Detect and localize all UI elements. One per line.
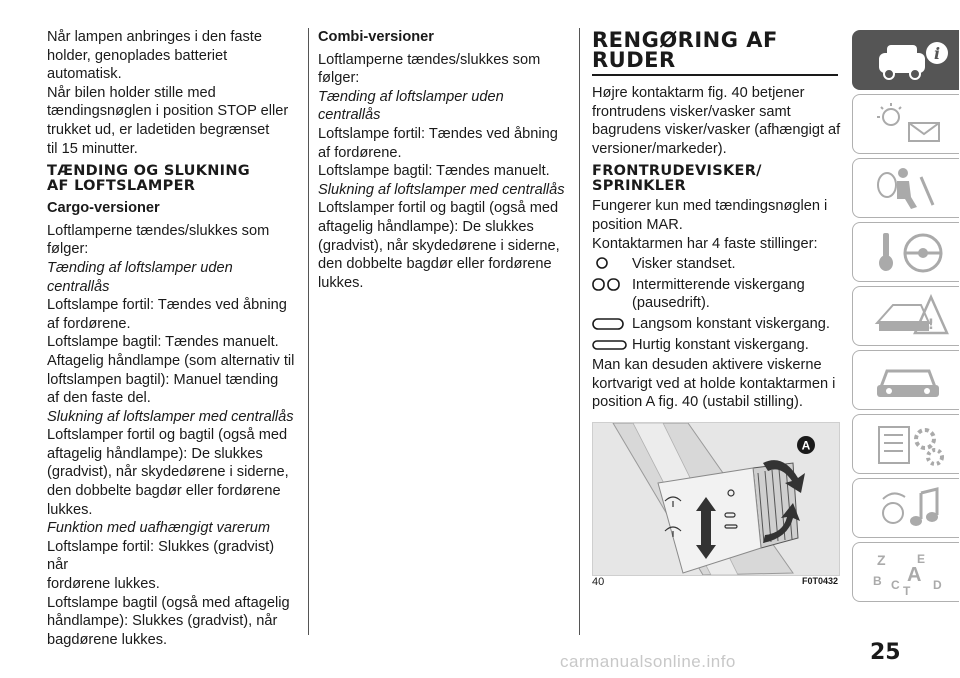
body-text (318, 51, 568, 293)
body-line: lukkes. (318, 274, 364, 291)
column-1 (47, 28, 297, 649)
body-line: Slukning af loftslamper med centrallås (318, 181, 565, 198)
body-line: Tænding af loftslamper uden centrallås (47, 259, 233, 295)
body-line: Loftlamperne tændes/slukkes som (318, 51, 541, 68)
tab-starting-driving[interactable] (852, 222, 959, 282)
body-line: Funktion med uafhængigt varerum (47, 520, 271, 537)
body-line: Loftslampe bagtil: Tændes manuelt. (318, 163, 550, 180)
body-line: den dobbelte bagdør eller fordørene (318, 256, 552, 273)
wiper-setting-text-line: (pausedrift). (632, 295, 710, 312)
warning-triangle-icon (873, 293, 953, 339)
section-heading-line: TÆNDING OG SLUKNING (47, 163, 250, 180)
body-line: (gradvist), når skydedørene i siderne, (318, 237, 560, 254)
key-steering-icon (873, 229, 953, 275)
body-line: position A fig. 40 (ustabil stilling). (592, 394, 803, 411)
body-line: følger: (318, 70, 360, 87)
media-music-icon (873, 485, 953, 531)
intro-line: frontrudens visker/vasker samt (592, 103, 791, 120)
wiper-setting-slow (592, 315, 842, 334)
alphabet-index-icon (873, 549, 953, 595)
section-heading (592, 164, 842, 193)
intro-line: holder, genoplades batteriet (47, 47, 228, 64)
body-line: Aftagelig håndlampe (som alternativ til (47, 352, 295, 369)
off-circle-icon (592, 255, 632, 273)
intro-line: Når lampen anbringes i den faste (47, 29, 262, 45)
body-line: Slukning af loftslamper med centrallås (47, 408, 294, 425)
body-line: Loftlamperne tændes/slukkes som (47, 222, 270, 239)
body-line: Loftslampe fortil: Tændes ved åbning (318, 125, 558, 142)
body-line: lukkes. (47, 501, 93, 518)
tab-technical-data[interactable] (852, 414, 959, 474)
intro-line: til 15 minutter. (47, 140, 138, 157)
column-divider (308, 28, 309, 635)
body-line: Loftslampe fortil: Slukkes (gradvist) når (47, 538, 275, 574)
svg-text:!: ! (927, 317, 935, 333)
tab-emergency[interactable] (852, 286, 959, 346)
tab-lights-messages[interactable] (852, 94, 959, 154)
subheading: Cargo-versioner (47, 200, 160, 217)
wiper-setting-text (632, 276, 805, 313)
body-line: Loftslampe bagtil (også med aftagelig (47, 594, 290, 611)
tab-safety[interactable] (852, 158, 959, 218)
settings-gears-icon (873, 421, 953, 467)
tab-index[interactable] (852, 542, 959, 602)
page-title (592, 30, 842, 70)
subheading: Combi-versioner (318, 29, 434, 45)
wiper-setting-off (592, 255, 842, 274)
intro-line: tændingsnøglen i position STOP eller (47, 103, 289, 120)
body-line: følger: (47, 241, 89, 258)
light-mail-icon (873, 101, 953, 147)
body-line: Man kan desuden aktivere viskerne (592, 357, 822, 374)
svg-text:T: T (903, 584, 911, 595)
intro-line: versioner/markeder). (592, 140, 727, 157)
wiper-setting-intermittent (592, 276, 842, 313)
body-line: (gradvist), når skydedørene i siderne, (47, 464, 289, 481)
body-line: håndlampe): Slukkes (gradvist), når (47, 613, 278, 630)
intro-line: automatisk. (47, 66, 122, 83)
body-text (47, 222, 297, 650)
figure-number: 40 (592, 576, 605, 588)
body-line: loftslampen bagtil): Manuel tænding (47, 371, 279, 388)
section-heading-line: SPRINKLER (592, 177, 687, 194)
svg-text:i: i (933, 44, 941, 63)
wiper-setting-text: Hurtig konstant viskergang. (632, 336, 809, 353)
page-number: 25 (870, 640, 901, 665)
svg-text:B: B (873, 574, 882, 588)
svg-text:C: C (891, 578, 900, 592)
svg-text:D: D (933, 578, 942, 592)
intermittent-wiper-icon (592, 276, 632, 294)
body-line: Kontaktarmen har 4 faste stillinger: (592, 235, 818, 252)
position-marker-label: A (801, 438, 811, 453)
body-line: aftagelig håndlampe): De slukkes (318, 218, 534, 235)
wiper-setting-text: Visker standset. (632, 256, 736, 273)
section-heading-line: FRONTRUDEVISKER/ (592, 163, 762, 180)
body-line: af fordørene. (47, 315, 131, 332)
body-line: Loftslampe bagtil: Tændes manuelt. (47, 334, 279, 351)
car-info-icon (873, 37, 953, 83)
svg-text:E: E (917, 552, 926, 566)
wiper-setting-text: Langsom konstant viskergang. (632, 315, 830, 332)
wiper-setting-text-line: Intermitterende viskergang (632, 276, 805, 293)
slow-wiper-icon (592, 315, 632, 333)
wiper-stalk-figure (592, 422, 840, 576)
figure-code: F0T0432 (801, 576, 838, 586)
tab-maintenance[interactable] (852, 350, 959, 410)
tab-car-info[interactable] (852, 30, 959, 90)
fast-wiper-icon (592, 336, 632, 354)
airbag-person-icon (873, 165, 953, 211)
body-line: af fordørene. (318, 144, 402, 161)
intro-line: bagrudens visker/vasker (afhængigt af (592, 122, 841, 139)
body-line: aftagelig håndlampe): De slukkes (47, 445, 263, 462)
page-title-line: RENGØRING AF (592, 28, 778, 52)
body-line: Loftslamper fortil og bagtil (også med (318, 200, 559, 217)
body-line: Fungerer kun med tændingsnøglen i (592, 198, 828, 215)
column-3 (592, 28, 842, 412)
intro-line: Højre kontaktarm fig. 40 betjener (592, 85, 805, 101)
watermark: carmanualsonline.info (560, 652, 736, 671)
car-service-icon (873, 357, 953, 403)
column-2 (318, 28, 568, 292)
svg-text:Z: Z (877, 552, 886, 568)
body-line: Loftslamper fortil og bagtil (også med (47, 427, 288, 444)
page-title-line: RUDER (592, 48, 676, 72)
section-heading-line: AF LOFTSLAMPER (47, 177, 196, 194)
body-line: kortvarigt ved at holde kontaktarmen i (592, 375, 836, 392)
section-heading (47, 164, 297, 193)
intro-line: trukket ud, er ladetiden begrænset (47, 121, 270, 138)
body-line: bagdørene lukkes. (47, 631, 168, 648)
svg-text:A: A (907, 564, 922, 586)
wiper-setting-fast (592, 336, 842, 355)
body-line: Loftslampe fortil: Tændes ved åbning (47, 297, 287, 314)
body-line: den dobbelte bagdør eller fordørene (47, 483, 281, 500)
tab-multimedia[interactable] (852, 478, 959, 538)
body-line: position MAR. (592, 216, 683, 233)
title-rule (592, 74, 838, 76)
body-line: af den faste del. (47, 390, 151, 407)
body-line: fordørene lukkes. (47, 576, 160, 593)
intro-line: Når bilen holder stille med (47, 84, 216, 101)
body-line: Tænding af loftslamper uden centrallås (318, 88, 504, 124)
column-divider (579, 28, 580, 635)
